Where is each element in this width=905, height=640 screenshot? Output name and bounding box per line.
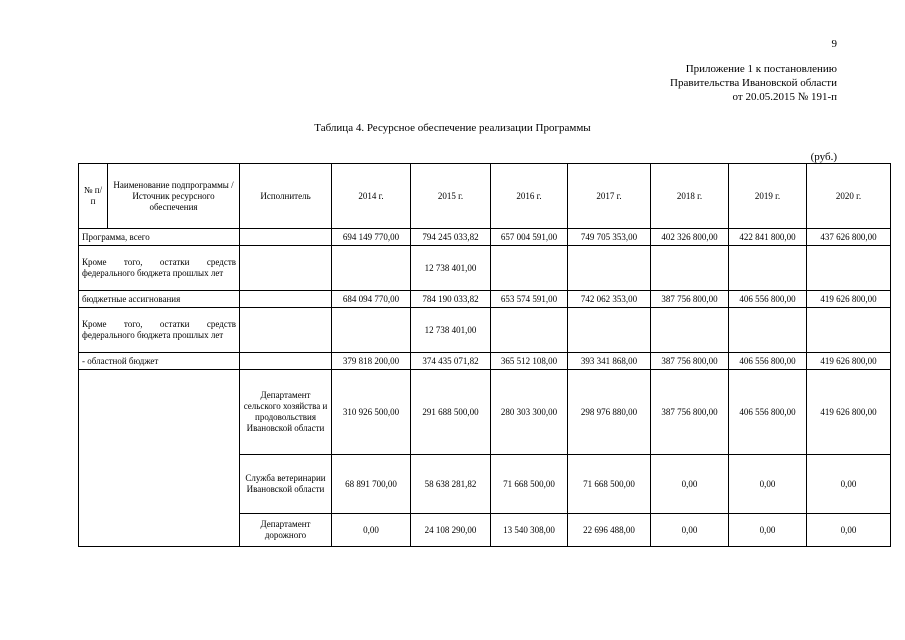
executor-cell: Департамент сельского хозяйства и продовольствия Ивановской области bbox=[240, 370, 332, 455]
header-year: 2015 г. bbox=[411, 164, 491, 229]
value-cell: 22 696 488,00 bbox=[568, 514, 651, 547]
row-label: - областной бюджет bbox=[79, 353, 240, 370]
value-cell bbox=[729, 308, 807, 353]
value-cell: 58 638 281,82 bbox=[411, 455, 491, 514]
value-cell: 419 626 800,00 bbox=[807, 291, 891, 308]
value-cell: 0,00 bbox=[332, 514, 411, 547]
value-cell: 657 004 591,00 bbox=[491, 229, 568, 246]
header-year: 2014 г. bbox=[332, 164, 411, 229]
value-cell: 387 756 800,00 bbox=[651, 291, 729, 308]
value-cell: 24 108 290,00 bbox=[411, 514, 491, 547]
header-line-2: Правительства Ивановской области bbox=[670, 77, 837, 89]
value-cell: 310 926 500,00 bbox=[332, 370, 411, 455]
value-cell: 794 245 033,82 bbox=[411, 229, 491, 246]
header-name: Наименование подпрограммы / Источник ресурсного обеспечения bbox=[108, 164, 240, 229]
header-executor: Исполнитель bbox=[240, 164, 332, 229]
value-cell: 71 668 500,00 bbox=[568, 455, 651, 514]
value-cell: 374 435 071,82 bbox=[411, 353, 491, 370]
value-cell: 0,00 bbox=[729, 514, 807, 547]
value-cell: 387 756 800,00 bbox=[651, 353, 729, 370]
value-cell: 387 756 800,00 bbox=[651, 370, 729, 455]
value-cell: 12 738 401,00 bbox=[411, 308, 491, 353]
value-cell: 749 705 353,00 bbox=[568, 229, 651, 246]
executor-cell bbox=[240, 353, 332, 370]
header-year: 2020 г. bbox=[807, 164, 891, 229]
value-cell: 0,00 bbox=[807, 455, 891, 514]
value-cell: 12 738 401,00 bbox=[411, 246, 491, 291]
merged-empty-cell bbox=[79, 370, 240, 547]
value-cell: 298 976 880,00 bbox=[568, 370, 651, 455]
header-year: 2018 г. bbox=[651, 164, 729, 229]
value-cell: 653 574 591,00 bbox=[491, 291, 568, 308]
value-cell: 280 303 300,00 bbox=[491, 370, 568, 455]
value-cell: 402 326 800,00 bbox=[651, 229, 729, 246]
value-cell bbox=[651, 246, 729, 291]
executor-cell: Департамент дорожного bbox=[240, 514, 332, 547]
table-row bbox=[79, 246, 891, 291]
value-cell bbox=[332, 308, 411, 353]
value-cell bbox=[807, 246, 891, 291]
table-row bbox=[79, 229, 891, 246]
executor-cell bbox=[240, 229, 332, 246]
table-row bbox=[79, 353, 891, 370]
currency-note: (руб.) bbox=[810, 151, 837, 163]
value-cell: 406 556 800,00 bbox=[729, 353, 807, 370]
value-cell: 694 149 770,00 bbox=[332, 229, 411, 246]
table-row bbox=[79, 291, 891, 308]
header-year: 2017 г. bbox=[568, 164, 651, 229]
header-line-1: Приложение 1 к постановлению bbox=[685, 63, 837, 75]
value-cell: 393 341 868,00 bbox=[568, 353, 651, 370]
value-cell: 406 556 800,00 bbox=[729, 291, 807, 308]
value-cell bbox=[729, 246, 807, 291]
value-cell: 684 094 770,00 bbox=[332, 291, 411, 308]
value-cell bbox=[568, 246, 651, 291]
table-header-row bbox=[79, 164, 891, 229]
row-label: Кроме того, остатки средств федерального бюджета прошлых лет bbox=[79, 246, 240, 291]
value-cell: 379 818 200,00 bbox=[332, 353, 411, 370]
value-cell: 0,00 bbox=[807, 514, 891, 547]
row-label: бюджетные ассигнования bbox=[79, 291, 240, 308]
document-header bbox=[537, 62, 837, 104]
value-cell: 0,00 bbox=[651, 455, 729, 514]
page-number: 9 bbox=[831, 38, 837, 50]
executor-cell: Служба ветеринарии Ивановской области bbox=[240, 455, 332, 514]
value-cell: 419 626 800,00 bbox=[807, 353, 891, 370]
value-cell bbox=[491, 246, 568, 291]
value-cell bbox=[491, 308, 568, 353]
executor-cell bbox=[240, 246, 332, 291]
executor-cell bbox=[240, 308, 332, 353]
value-cell: 291 688 500,00 bbox=[411, 370, 491, 455]
header-num: № п/п bbox=[79, 164, 108, 229]
value-cell: 0,00 bbox=[651, 514, 729, 547]
value-cell: 365 512 108,00 bbox=[491, 353, 568, 370]
value-cell: 437 626 800,00 bbox=[807, 229, 891, 246]
value-cell: 71 668 500,00 bbox=[491, 455, 568, 514]
value-cell: 406 556 800,00 bbox=[729, 370, 807, 455]
value-cell bbox=[651, 308, 729, 353]
row-label: Программа, всего bbox=[79, 229, 240, 246]
value-cell: 419 626 800,00 bbox=[807, 370, 891, 455]
table-row bbox=[79, 370, 891, 455]
value-cell: 0,00 bbox=[729, 455, 807, 514]
value-cell: 742 062 353,00 bbox=[568, 291, 651, 308]
header-year: 2019 г. bbox=[729, 164, 807, 229]
value-cell: 13 540 308,00 bbox=[491, 514, 568, 547]
header-year: 2016 г. bbox=[491, 164, 568, 229]
resource-table bbox=[78, 163, 891, 547]
value-cell: 68 891 700,00 bbox=[332, 455, 411, 514]
table-title: Таблица 4. Ресурсное обеспечение реализации Программы bbox=[314, 122, 591, 134]
value-cell bbox=[807, 308, 891, 353]
header-line-3: от 20.05.2015 № 191-п bbox=[732, 91, 837, 103]
value-cell bbox=[568, 308, 651, 353]
row-label: Кроме того, остатки средств федерального бюджета прошлых лет bbox=[79, 308, 240, 353]
value-cell: 422 841 800,00 bbox=[729, 229, 807, 246]
table-row bbox=[79, 308, 891, 353]
value-cell bbox=[332, 246, 411, 291]
executor-cell bbox=[240, 291, 332, 308]
value-cell: 784 190 033,82 bbox=[411, 291, 491, 308]
